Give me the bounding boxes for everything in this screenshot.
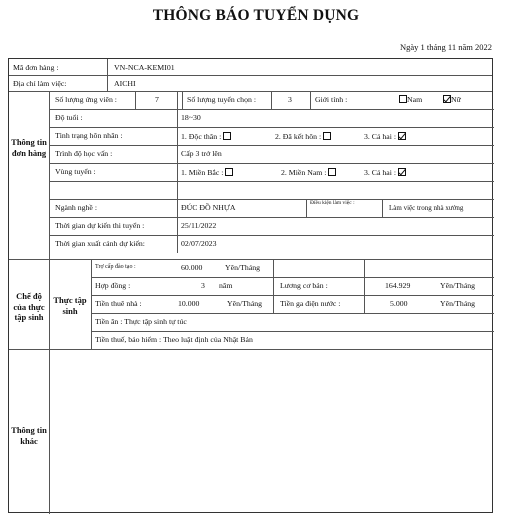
region-both-label: 3. Cả hai : — [364, 168, 397, 177]
departure-date-value: 02/07/2023 — [181, 239, 217, 248]
region-north-label: 1. Miền Bắc : — [181, 168, 224, 177]
contract-label: Hợp đồng : — [95, 281, 131, 290]
document-title: THÔNG BÁO TUYỂN DỤNG — [152, 7, 360, 24]
gender-female-option[interactable] — [443, 95, 461, 104]
conditions-label: Điều kiện làm việc : — [310, 200, 355, 206]
tax-insurance-info: Tiền thuế, bảo hiểm : Theo luật định của Nhật Bản — [95, 335, 253, 344]
female-checkbox[interactable] — [443, 95, 451, 103]
candidates-label: Số lượng ứng viên : — [55, 95, 117, 104]
male-label: Nam — [407, 95, 423, 104]
job-value: ĐÚC ĐỒ NHỰA — [181, 203, 236, 212]
candidates-value: 7 — [155, 95, 159, 104]
utilities-value: 5.000 — [390, 299, 408, 308]
utilities-unit: Yên/Tháng — [440, 299, 476, 308]
marital-both-checkbox[interactable] — [398, 132, 406, 140]
region-south-checkbox[interactable] — [328, 168, 336, 176]
contract-value: 3 — [201, 281, 205, 290]
document-date: Ngày 1 tháng 11 năm 2022 — [400, 42, 492, 52]
region-both-checkbox[interactable] — [398, 168, 406, 176]
region-north-option[interactable] — [181, 168, 233, 177]
training-allowance-unit: Yên/Tháng — [225, 263, 261, 272]
trainee-section-label: Chế độ của thực tập sinh — [13, 291, 45, 323]
education-value: Cấp 3 trở lên — [181, 149, 222, 158]
gender-male-option[interactable] — [399, 95, 422, 104]
region-south-option[interactable] — [281, 168, 336, 177]
marital-married-checkbox[interactable] — [323, 132, 331, 140]
gender-label: Giới tính : — [315, 95, 348, 104]
contract-unit: năm — [219, 281, 233, 290]
region-label: Vùng tuyển : — [55, 167, 96, 176]
other-info-section-label: Thông tin khác — [11, 425, 47, 446]
order-code-label: Mã đơn hàng : — [13, 63, 59, 72]
training-allowance-value: 60.000 — [181, 263, 203, 272]
region-both-option[interactable] — [364, 168, 406, 177]
marital-label: Tình trạng hôn nhân : — [55, 131, 123, 140]
exam-date-label: Thời gian dự kiến thi tuyển : — [55, 221, 145, 230]
rent-unit: Yên/Tháng — [227, 299, 263, 308]
utilities-label: Tiền ga điện nước : — [280, 299, 341, 308]
selected-value: 3 — [288, 95, 292, 104]
base-salary-unit: Yên/Tháng — [440, 281, 476, 290]
marital-single-label: 1. Độc thân : — [181, 132, 222, 141]
job-label: Ngành nghề : — [55, 203, 98, 212]
marital-single-checkbox[interactable] — [223, 132, 231, 140]
order-code-value: VN-NCA-KEMI01 — [114, 63, 175, 72]
male-checkbox[interactable] — [399, 95, 407, 103]
selected-label: Số lượng tuyển chọn : — [187, 95, 256, 104]
marital-both-option[interactable] — [364, 132, 406, 141]
workplace-label: Địa chỉ làm việc: — [13, 79, 67, 88]
trainee-sub-label: Thực tập sinh — [53, 295, 87, 316]
conditions-value: Làm việc trong nhà xưởng — [389, 204, 464, 212]
marital-both-label: 3. Cả hai : — [364, 132, 397, 141]
exam-date-value: 25/11/2022 — [181, 221, 217, 230]
order-info-section-label: Thông tin đơn hàng — [11, 137, 47, 158]
region-south-label: 2. Miền Nam : — [281, 168, 327, 177]
region-north-checkbox[interactable] — [225, 168, 233, 176]
meals-info: Tiền ăn : Thực tập sinh tự túc — [95, 317, 187, 326]
recruitment-table — [8, 58, 493, 513]
rent-label: Tiền thuê nhà : — [95, 299, 142, 308]
marital-married-label: 2. Đã kết hôn : — [275, 132, 322, 141]
marital-married-option[interactable] — [275, 132, 331, 141]
age-label: Độ tuổi : — [55, 113, 83, 122]
departure-date-label: Thời gian xuất cảnh dự kiến: — [55, 239, 145, 248]
education-label: Trình độ học vấn : — [55, 149, 113, 158]
base-salary-value: 164.929 — [385, 281, 411, 290]
female-label: Nữ — [451, 95, 461, 104]
rent-value: 10.000 — [178, 299, 200, 308]
workplace-value: AICHI — [114, 79, 136, 88]
base-salary-label: Lương cơ bản : — [280, 281, 328, 290]
age-value: 18~30 — [181, 113, 201, 122]
training-allowance-label: Trợ cấp đào tạo : — [95, 264, 136, 270]
marital-single-option[interactable] — [181, 132, 231, 141]
